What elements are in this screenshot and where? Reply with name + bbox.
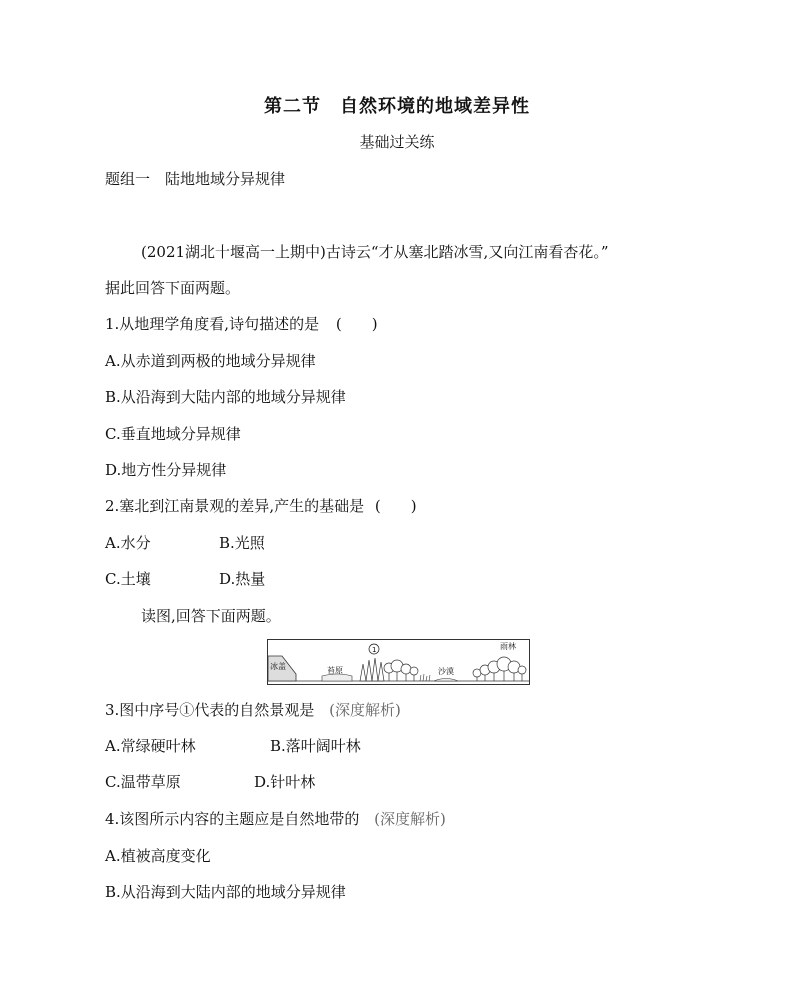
rainforest-trees	[473, 657, 526, 681]
figure-label-rainforest: 雨林	[500, 642, 516, 651]
q3-option-c: C.温带草原	[105, 773, 181, 791]
q3-analysis-note: (深度解析)	[329, 701, 401, 719]
q1-option-a: A.从赤道到两极的地域分异规律	[105, 352, 316, 370]
q1-answer-blank: ( )	[335, 315, 378, 333]
q2-option-b: B.光照	[219, 534, 265, 552]
page-subtitle: 基础过关练	[359, 133, 435, 151]
intro-line-1: (2021湖北十堰高一上期中)古诗云“才从塞北踏冰雪,又向江南看杏花。”	[141, 243, 609, 261]
q2-stem-text: 2.塞北到江南景观的差异,产生的基础是	[105, 497, 365, 515]
q2-option-c: C.土壤	[105, 570, 151, 588]
page-title: 第二节 自然环境的地域差异性	[264, 96, 530, 117]
q4-option-b: B.从沿海到大陆内部的地域分异规律	[105, 883, 346, 901]
figure-label-desert: 沙漠	[438, 667, 454, 676]
intro-line-2: 据此回答下面两题。	[105, 279, 241, 297]
tundra-shape	[322, 674, 352, 681]
q4-stem	[105, 808, 446, 829]
q3-option-d: D.针叶林	[254, 773, 316, 791]
q2-option-a: A.水分	[105, 534, 151, 552]
desert-shape	[434, 679, 458, 682]
q1-option-c: C.垂直地域分异规律	[105, 425, 241, 443]
q2-answer-blank: ( )	[374, 497, 417, 515]
q3-stem	[105, 699, 401, 720]
q3-option-b: B.落叶阔叶林	[270, 737, 361, 755]
figure-label-tundra: 苔原	[327, 666, 343, 675]
q4-option-a: A.植被高度变化	[105, 847, 211, 865]
q2-option-d: D.热量	[219, 570, 266, 588]
read-figure-instruction: 读图,回答下面两题。	[141, 607, 281, 625]
figure-label-ice-cap: 冰盖	[270, 662, 286, 671]
q4-stem-text: 4.该图所示内容的主题应是自然地带的	[105, 810, 360, 828]
natural-zones-figure	[267, 639, 530, 685]
q3-stem-text: 3.图中序号①代表的自然景观是	[105, 701, 315, 719]
q1-option-b: B.从沿海到大陆内部的地域分异规律	[105, 388, 346, 406]
q4-analysis-note: (深度解析)	[374, 810, 446, 828]
q3-option-a: A.常绿硬叶林	[105, 737, 196, 755]
forest-trees	[360, 658, 418, 681]
q1-stem	[105, 313, 378, 334]
group-heading: 题组一 陆地地域分异规律	[105, 170, 286, 188]
q1-option-d: D.地方性分异规律	[105, 461, 227, 479]
grassland	[420, 674, 430, 681]
natural-zones-illustration	[268, 640, 529, 684]
q1-stem-text: 1.从地理学角度看,诗句描述的是	[105, 315, 320, 333]
figure-label-number-one: 1	[372, 646, 377, 654]
q2-stem	[105, 495, 417, 516]
